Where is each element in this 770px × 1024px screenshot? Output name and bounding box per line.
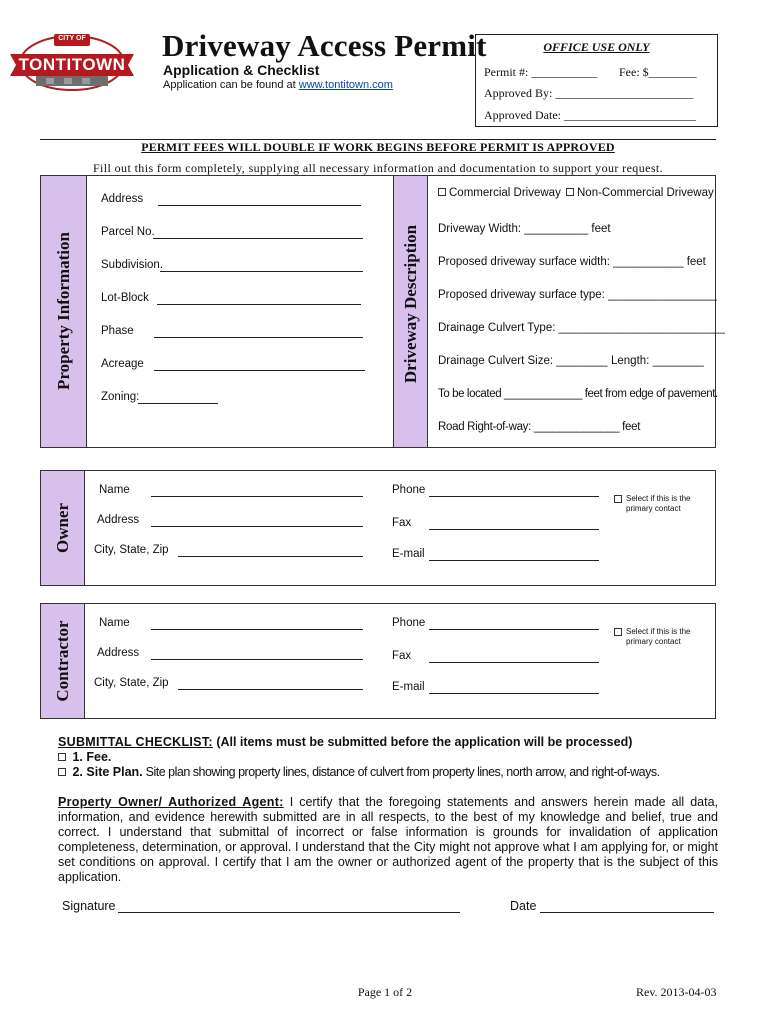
owner-phone-label: Phone bbox=[392, 484, 426, 496]
lot-block-label: Lot-Block bbox=[101, 292, 149, 304]
owner-primary-checkbox[interactable] bbox=[614, 495, 622, 503]
owner-section bbox=[40, 470, 716, 586]
owner-label-panel bbox=[41, 471, 85, 585]
address-input[interactable] bbox=[158, 205, 361, 206]
contractor-phone-label: Phone bbox=[392, 617, 426, 629]
culvert-type[interactable]: Drainage Culvert Type: __________________________ bbox=[438, 322, 725, 334]
fee-field: Fee: $________ bbox=[619, 65, 697, 79]
site-plan-label: 2. Site Plan. bbox=[72, 765, 143, 779]
noncommercial-label: Non-Commercial Driveway bbox=[577, 187, 714, 199]
contractor-name-input[interactable] bbox=[151, 629, 363, 630]
subdivision-input[interactable] bbox=[160, 271, 363, 272]
page-title: Driveway Access Permit bbox=[162, 28, 487, 63]
surface-type[interactable]: Proposed driveway surface type: _________________ bbox=[438, 289, 717, 301]
owner-primary-label: Select if this is the primary contact bbox=[626, 494, 691, 513]
commercial-option[interactable] bbox=[438, 187, 561, 199]
office-use-box bbox=[475, 34, 718, 127]
owner-phone-input[interactable] bbox=[429, 496, 599, 497]
owner-address-input[interactable] bbox=[151, 526, 363, 527]
certification-statement bbox=[58, 795, 718, 885]
property-driveway-section bbox=[40, 175, 725, 448]
noncommercial-checkbox[interactable] bbox=[566, 188, 574, 196]
property-label-panel bbox=[41, 176, 87, 447]
contractor-csz-label: City, State, Zip bbox=[94, 677, 169, 689]
owner-csz-input[interactable] bbox=[178, 556, 363, 557]
site-plan-description: Site plan showing property lines, distance of culvert from property lines, north arrow, and right-of-ways. bbox=[142, 765, 660, 779]
contractor-label: Contractor bbox=[53, 620, 72, 702]
culvert-size[interactable]: Drainage Culvert Size: ________ bbox=[438, 355, 608, 367]
page-subtitle: Application & Checklist bbox=[163, 62, 320, 78]
application-location bbox=[163, 79, 393, 91]
commercial-checkbox[interactable] bbox=[438, 188, 446, 196]
page-number: Page 1 of 2 bbox=[357, 985, 413, 999]
contractor-name-label: Name bbox=[99, 617, 130, 629]
site-plan-checkbox[interactable] bbox=[58, 768, 66, 776]
contractor-email-label: E-mail bbox=[392, 681, 425, 693]
surface-width[interactable]: Proposed driveway surface width: ___________ feet bbox=[438, 256, 706, 268]
owner-email-label: E-mail bbox=[392, 548, 425, 560]
website-link[interactable]: www.tontitown.com bbox=[298, 79, 393, 91]
right-of-way[interactable]: Road Right-of-way: ______________ feet bbox=[438, 421, 641, 433]
checklist-item-fee bbox=[58, 750, 718, 765]
located-distance[interactable]: To be located _____________ feet from edge of pavement. bbox=[438, 388, 718, 400]
contractor-fax-input[interactable] bbox=[429, 662, 599, 663]
owner-name-label: Name bbox=[99, 484, 130, 496]
checklist-note: (All items must be submitted before the application will be processed) bbox=[212, 735, 633, 749]
parcel-label: Parcel No. bbox=[101, 226, 155, 238]
checklist-heading: SUBMITTAL CHECKLIST: bbox=[58, 735, 213, 749]
contractor-fax-label: Fax bbox=[392, 650, 412, 662]
zoning-input[interactable] bbox=[138, 403, 218, 404]
fee-item-label: 1. Fee. bbox=[72, 750, 112, 764]
contractor-section bbox=[40, 603, 716, 719]
contractor-email-input[interactable] bbox=[429, 693, 599, 694]
lot-block-input[interactable] bbox=[157, 304, 361, 305]
logo-name: TONTITOWN bbox=[18, 55, 126, 74]
fee-warning: PERMIT FEES WILL DOUBLE IF WORK BEGINS BEFORE PERMIT IS APPROVED bbox=[40, 139, 716, 155]
contractor-primary-label: Select if this is the primary contact bbox=[626, 627, 691, 646]
signature-input[interactable] bbox=[118, 912, 460, 913]
checklist-item-site-plan bbox=[58, 765, 718, 780]
contractor-address-input[interactable] bbox=[151, 659, 363, 660]
subdivision-label: Subdivision. bbox=[101, 259, 164, 271]
owner-label: Owner bbox=[53, 502, 72, 554]
certify-text: I certify that the foregoing statements and answers herein made all data, information, and evidence herewith submitted are in all respects, to the best of my knowledge and belief, true and correct. I understand that submittal of incorrect or false information is grounds for invalidation of application completeness, determination, or approval. I understand that the City might not approve what I am applying for, or might set conditions on approval. I certify that I am the owner or authorized agent of the property that is the subject of this application. bbox=[58, 795, 718, 884]
contractor-csz-input[interactable] bbox=[178, 689, 363, 690]
date-label: Date bbox=[510, 899, 537, 913]
phase-input[interactable] bbox=[154, 337, 363, 338]
submittal-checklist bbox=[58, 735, 718, 780]
date-input[interactable] bbox=[540, 912, 714, 913]
certify-lead: Property Owner/ Authorized Agent: bbox=[58, 795, 284, 809]
owner-fax-input[interactable] bbox=[429, 529, 599, 530]
city-logo bbox=[6, 30, 138, 92]
fee-checkbox[interactable] bbox=[58, 753, 66, 761]
contractor-primary-checkbox[interactable] bbox=[614, 628, 622, 636]
parcel-input[interactable] bbox=[153, 238, 363, 239]
commercial-label: Commercial Driveway bbox=[449, 187, 561, 199]
noncommercial-option[interactable] bbox=[566, 187, 714, 199]
owner-name-input[interactable] bbox=[151, 496, 363, 497]
permit-number: Permit #: ___________ bbox=[484, 65, 598, 79]
office-use-title: OFFICE USE ONLY bbox=[543, 40, 650, 54]
culvert-length[interactable]: Length: ________ bbox=[611, 355, 704, 367]
owner-email-input[interactable] bbox=[429, 560, 599, 561]
driveway-width[interactable]: Driveway Width: __________ feet bbox=[438, 223, 611, 235]
contractor-address-label: Address bbox=[97, 647, 140, 659]
find-prefix: Application can be found at bbox=[163, 79, 299, 91]
approved-date: Approved Date: ______________________ bbox=[484, 108, 696, 122]
phase-label: Phase bbox=[101, 325, 134, 337]
checklist-heading-row bbox=[58, 735, 718, 750]
instructions: Fill out this form completely, supplying all necessary information and documentation to support your request. bbox=[92, 161, 664, 175]
logo-city-of: CITY OF bbox=[58, 35, 86, 42]
signature-label: Signature bbox=[62, 899, 116, 913]
owner-fax-label: Fax bbox=[392, 517, 412, 529]
address-label: Address bbox=[101, 193, 144, 205]
contractor-label-panel bbox=[41, 604, 85, 718]
driveway-description-label: Driveway Description bbox=[401, 224, 420, 384]
zoning-label: Zoning: bbox=[101, 391, 140, 403]
contractor-phone-input[interactable] bbox=[429, 629, 599, 630]
owner-address-label: Address bbox=[97, 514, 140, 526]
acreage-label: Acreage bbox=[101, 358, 144, 370]
revision-date: Rev. 2013-04-03 bbox=[636, 985, 717, 999]
property-information-label: Property Information bbox=[54, 232, 73, 390]
owner-csz-label: City, State, Zip bbox=[94, 544, 169, 556]
acreage-input[interactable] bbox=[154, 370, 365, 371]
driveway-label-panel bbox=[393, 176, 428, 447]
approved-by: Approved By: _______________________ bbox=[484, 86, 694, 100]
